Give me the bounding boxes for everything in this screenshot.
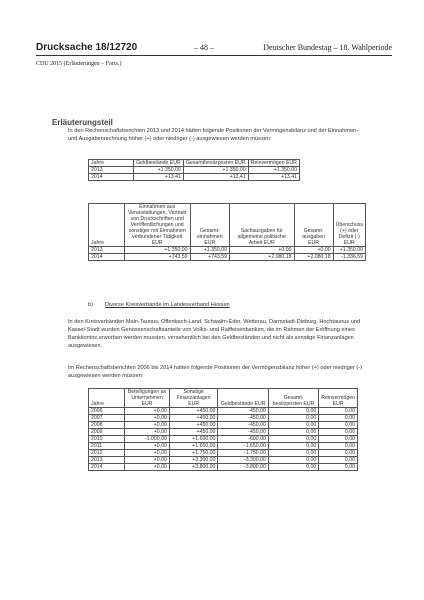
- publisher: Deutscher Bundestag – 18. Wahlperiode: [263, 43, 392, 52]
- table-cell: +0,00: [125, 450, 170, 457]
- table-cell: 2014: [89, 254, 125, 261]
- table-cell: +743,59: [124, 254, 190, 261]
- table-cell: 0,00: [268, 443, 318, 450]
- table-cell: 0,00: [268, 429, 318, 436]
- table-cell: +0,00: [125, 443, 170, 450]
- table-cell: +3.300,00: [169, 457, 218, 464]
- table-cell: 0,00: [319, 450, 358, 457]
- table-cell: +0,00: [125, 429, 170, 436]
- table-cell: 2012: [89, 450, 125, 457]
- table-cell: +743,59: [190, 254, 229, 261]
- table-cell: +1.350,00: [183, 167, 248, 174]
- table-cell: 0,00: [319, 464, 358, 471]
- page-header: [36, 43, 392, 55]
- table-cell: 0,00: [319, 422, 358, 429]
- table-income-expense-2013-2014: [88, 203, 366, 261]
- column-header: Beteiligungen an Unternehmen EUR: [125, 389, 170, 408]
- table-cell: -1.750,00: [218, 450, 268, 457]
- column-header: Einnahmen aus Veranstaltungen, Vertrieb von Druckschriften und Veröffentlichungen und sonstiger mit Einnahmen verbundener Tätigkeit EUR: [124, 204, 190, 247]
- table-cell: +13,41: [248, 174, 299, 181]
- table-cell: +2.080,18: [230, 254, 295, 261]
- table-cell: 2013: [89, 247, 125, 254]
- table-cell: -3.300,00: [218, 457, 268, 464]
- column-header: Jahre: [89, 160, 134, 167]
- paragraph-explanation: In den Kreisverbänden Main-Taunus, Offenbach-Land, Schwalm-Eder, Wetterau, Darmstadt-Dieburg, Hochtaunus und Kassel-Stadt wurden Genossenschaftsanteile von Volks- und Raiffeisenbanken, die im Rahmen der Eröffnung eines Bankkontos erworben werden mussten, versehentlich bei den Geldbeständen und nicht als sonstige Finanzanlagen ausgewiesen.: [68, 319, 361, 349]
- column-header: Sonstige Finanzanlagen EUR: [169, 389, 218, 408]
- header-divider: [36, 55, 392, 56]
- table-cell: +1.350,00: [134, 167, 184, 174]
- column-header: Gesamt-besitzposten EUR: [268, 389, 318, 408]
- table-cell: 0,00: [319, 429, 358, 436]
- table-cell: 2014: [89, 174, 134, 181]
- table-cell: +1.750,00: [169, 450, 218, 457]
- table-header-row: [89, 389, 358, 408]
- document-number-prefix: Drucksache 18/: [36, 42, 110, 53]
- table-cell: 0,00: [319, 408, 358, 415]
- table-row: [89, 457, 358, 464]
- table-cell: -450,00: [218, 408, 268, 415]
- table-row: [89, 436, 358, 443]
- table-cell: +0,00: [125, 415, 170, 422]
- table-cell: 2009: [89, 429, 125, 436]
- column-header: Jahre: [89, 389, 125, 408]
- table-cell: 2007: [89, 415, 125, 422]
- table-cell: +450,00: [169, 429, 218, 436]
- table-cell: 2010: [89, 436, 125, 443]
- document-number: [36, 42, 137, 53]
- table-row: [89, 167, 300, 174]
- column-header: Reinvermögen EUR: [248, 160, 299, 167]
- table-cell: +450,00: [169, 415, 218, 422]
- table-cell: 0,00: [319, 457, 358, 464]
- table-row: [89, 174, 300, 181]
- table-cell: +1.600,00: [169, 436, 218, 443]
- subsection-title: Diverse Kreisverbände im Landesverband Hessen: [104, 302, 230, 308]
- table-cell: 2006: [89, 408, 125, 415]
- table-row: [89, 429, 358, 436]
- subsection-heading: [88, 302, 230, 308]
- table-cell: -1.000,00: [125, 436, 170, 443]
- table-cell: -1.650,00: [218, 443, 268, 450]
- table-cell: +3.800,00: [169, 464, 218, 471]
- paragraph-intro: In den Rechenschaftsberichten 2013 und 2014 hätten folgende Positionen der Vermögensbilanz und der Einnahmen- und Ausgabenrechnung höher (+) oder niedriger (-) ausgewiesen werden müssen:: [68, 128, 359, 142]
- table-cell: 0,00: [319, 443, 358, 450]
- table-header-row: [89, 160, 300, 167]
- column-header: Gesamt-einnahmen EUR: [190, 204, 229, 247]
- table-cell: 2008: [89, 422, 125, 429]
- column-header: Geldbestände EUR: [134, 160, 184, 167]
- paragraph-positions: Im Rechenschaftsberichten 2006 bis 2014 hätten folgende Positionen der Vermögensbilanz höher (+) oder niedriger (-) ausgewiesen werden müssen:: [68, 365, 363, 379]
- table-cell: +0,00: [294, 247, 333, 254]
- table-cell: +13,41: [134, 174, 184, 181]
- table-cell: -450,00: [218, 415, 268, 422]
- column-header: Reinvermögen EUR: [319, 389, 358, 408]
- column-header: Jahre: [89, 204, 125, 247]
- table-cell: +450,00: [169, 422, 218, 429]
- table-cell: +0,00: [230, 247, 295, 254]
- table-cell: +1.350,00: [190, 247, 229, 254]
- table-cell: +0,00: [125, 464, 170, 471]
- column-header: Gesamt-ausgaben EUR: [294, 204, 333, 247]
- column-header: Überschuss (+) oder Defizit (-) EUR: [333, 204, 365, 247]
- table-cell: -600,00: [218, 436, 268, 443]
- table-row: [89, 464, 358, 471]
- table-row: [89, 254, 366, 261]
- table-cell: +13,41: [183, 174, 248, 181]
- table-cell: +0,00: [125, 408, 170, 415]
- column-header: Sachausgaben für allgemeine politische Arbeit EUR: [230, 204, 295, 247]
- document-number-value: 12720: [109, 42, 138, 53]
- table-row: [89, 408, 358, 415]
- table-balance-2006-2014: [88, 388, 358, 471]
- table-cell: 0,00: [268, 436, 318, 443]
- table-cell: 0,00: [319, 436, 358, 443]
- table-cell: +0,00: [125, 457, 170, 464]
- table-cell: 2014: [89, 464, 125, 471]
- table-cell: +450,00: [169, 408, 218, 415]
- table-cell: +1.350,00: [333, 247, 365, 254]
- table-cell: 0,00: [268, 450, 318, 457]
- table-row: [89, 247, 366, 254]
- running-subheader: CDU 2015 (Erläuterungen – Forts.): [36, 61, 122, 67]
- table-cell: 0,00: [319, 415, 358, 422]
- table-body: [89, 408, 358, 471]
- table-cell: 0,00: [268, 457, 318, 464]
- table-cell: 0,00: [268, 408, 318, 415]
- table-cell: +1.650,00: [169, 443, 218, 450]
- column-header: Gesamtbesitzposten EUR: [183, 160, 248, 167]
- table-cell: -3.800,00: [218, 464, 268, 471]
- table-cell: -450,00: [218, 422, 268, 429]
- table-cell: 2013: [89, 457, 125, 464]
- table-cell: 0,00: [268, 415, 318, 422]
- section-title: Erläuterungsteil: [52, 118, 113, 127]
- table-cell: +0,00: [125, 422, 170, 429]
- table-cell: +1.350,00: [248, 167, 299, 174]
- table-cell: 0,00: [268, 422, 318, 429]
- table-cell: 2011: [89, 443, 125, 450]
- table-cell: -1.336,59: [333, 254, 365, 261]
- table-row: [89, 422, 358, 429]
- table-row: [89, 450, 358, 457]
- table-row: [89, 443, 358, 450]
- table-cell: +2.080,18: [294, 254, 333, 261]
- column-header: Geldbestände EUR: [218, 389, 268, 408]
- subsection-label: b): [88, 302, 93, 308]
- page-number: – 48 –: [194, 43, 214, 52]
- table-cell: 2013: [89, 167, 134, 174]
- table-cell: 0,00: [268, 464, 318, 471]
- table-header-row: [89, 204, 366, 247]
- table-balance-2013-2014: [88, 159, 300, 181]
- table-row: [89, 415, 358, 422]
- table-cell: +1.350,00: [124, 247, 190, 254]
- table-cell: -450,00: [218, 429, 268, 436]
